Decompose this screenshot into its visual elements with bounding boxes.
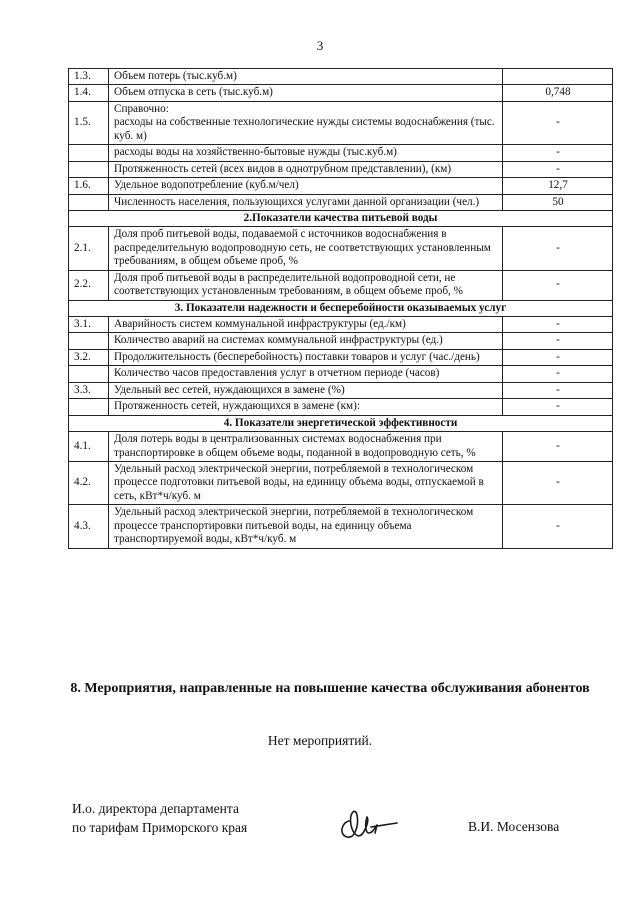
- signer-title: [72, 800, 247, 837]
- table-row: [69, 366, 613, 382]
- row-value: 12,7: [503, 178, 613, 194]
- row-value: -: [503, 461, 613, 504]
- row-value: -: [503, 382, 613, 398]
- table-row: [69, 178, 613, 194]
- row-value: -: [503, 349, 613, 365]
- row-number: 3.3.: [69, 382, 109, 398]
- row-description: Продолжительность (бесперебойность) поставки товаров и услуг (час./день): [109, 349, 503, 365]
- row-description: Доля проб питьевой воды в распределительной водопроводной сети, не соответствующих установленным требованиям, в общем объеме проб, %: [109, 270, 503, 300]
- row-number: 3.2.: [69, 349, 109, 365]
- signer-title-line-1: И.о. директора департамента: [72, 801, 239, 816]
- row-description: Удельный расход электрической энергии, потребляемой в технологическом процессе транспортировки питьевой воды, на единицу объема транспортируемой воды, кВт*ч/куб. м: [109, 505, 503, 548]
- table-row: [69, 227, 613, 270]
- row-number: 4.1.: [69, 432, 109, 462]
- table-row: [69, 270, 613, 300]
- row-number: 4.2.: [69, 461, 109, 504]
- table-row: [69, 349, 613, 365]
- row-value: -: [503, 399, 613, 415]
- row-value: -: [503, 432, 613, 462]
- table-row: [69, 333, 613, 349]
- table-row: [69, 145, 613, 161]
- row-value: -: [503, 333, 613, 349]
- row-number: [69, 161, 109, 177]
- row-number: 1.4.: [69, 85, 109, 101]
- indicators-table: [68, 68, 613, 549]
- table-row: [69, 461, 613, 504]
- row-description: Удельное водопотребление (куб.м/чел): [109, 178, 503, 194]
- row-number: [69, 399, 109, 415]
- row-description: Доля проб питьевой воды, подаваемой с источников водоснабжения в распределительную водопроводную сеть, не соответствующих установленным требованиям, в общем объеме проб, %: [109, 227, 503, 270]
- row-number: 1.3.: [69, 69, 109, 85]
- row-value: 50: [503, 194, 613, 210]
- row-value: -: [503, 366, 613, 382]
- table-row: [69, 399, 613, 415]
- row-description: расходы воды на хозяйственно-бытовые нужды (тыс.куб.м): [109, 145, 503, 161]
- no-measures-text: Нет мероприятий.: [267, 733, 373, 748]
- row-number: [69, 194, 109, 210]
- table-row: [69, 85, 613, 101]
- handwritten-signature: [335, 803, 405, 845]
- table-row: [69, 101, 613, 144]
- table-section-header: [69, 210, 613, 226]
- table-section-header: [69, 415, 613, 431]
- signer-title-line-2: по тарифам Приморского края: [72, 819, 248, 835]
- row-description: Доля потерь воды в централизованных системах водоснабжения при транспортировке в общем объеме воды, поданной в водопроводную сеть, %: [109, 432, 503, 462]
- row-number: 1.6.: [69, 178, 109, 194]
- row-description: Объем потерь (тыс.куб.м): [109, 69, 503, 85]
- page-number: 3: [316, 38, 324, 53]
- row-description: Справочно: расходы на собственные технологические нужды системы водоснабжения (тыс. куб. м): [109, 101, 503, 144]
- row-value: 0,748: [503, 85, 613, 101]
- table-row: [69, 382, 613, 398]
- row-value: -: [503, 145, 613, 161]
- row-description: Количество аварий на системах коммунальной инфраструктуры (ед.): [109, 333, 503, 349]
- row-value: -: [503, 101, 613, 144]
- table-row: [69, 161, 613, 177]
- row-number: 2.1.: [69, 227, 109, 270]
- row-value: -: [503, 227, 613, 270]
- section-8-heading: 8. Мероприятия, направленные на повышение качества обслуживания абонентов: [70, 681, 590, 696]
- section-title: 4. Показатели энергетической эффективности: [69, 415, 613, 431]
- table-row: [69, 317, 613, 333]
- row-description: Протяженность сетей (всех видов в однотрубном представлении), (км): [109, 161, 503, 177]
- row-number: 2.2.: [69, 270, 109, 300]
- row-number: 4.3.: [69, 505, 109, 548]
- row-value: -: [503, 270, 613, 300]
- signer-name: В.И. Мосензова: [468, 819, 560, 834]
- row-number: [69, 145, 109, 161]
- row-number: 3.1.: [69, 317, 109, 333]
- table-row: [69, 505, 613, 548]
- section-title: 3. Показатели надежности и бесперебойности оказываемых услуг: [69, 300, 613, 316]
- row-value: -: [503, 317, 613, 333]
- table-row: [69, 432, 613, 462]
- row-number: [69, 333, 109, 349]
- row-description: Численность населения, пользующихся услугами данной организации (чел.): [109, 194, 503, 210]
- row-description: Количество часов предоставления услуг в отчетном периоде (часов): [109, 366, 503, 382]
- row-value: -: [503, 505, 613, 548]
- indicators-table-body: [69, 69, 613, 549]
- table-section-header: [69, 300, 613, 316]
- table-row: [69, 194, 613, 210]
- row-description: Удельный вес сетей, нуждающихся в замене (%): [109, 382, 503, 398]
- row-value: -: [503, 161, 613, 177]
- row-description: Объем отпуска в сеть (тыс.куб.м): [109, 85, 503, 101]
- section-title: 2.Показатели качества питьевой воды: [69, 210, 613, 226]
- row-description: Протяженность сетей, нуждающихся в замене (км):: [109, 399, 503, 415]
- row-description: Удельный расход электрической энергии, потребляемой в технологическом процессе подготовки питьевой воды, на единицу объема воды, отпускаемой в сеть, кВт*ч/куб. м: [109, 461, 503, 504]
- row-description: Аварийность систем коммунальной инфраструктуры (ед./км): [109, 317, 503, 333]
- row-number: [69, 366, 109, 382]
- row-number: 1.5.: [69, 101, 109, 144]
- row-value: [503, 69, 613, 85]
- table-row: [69, 69, 613, 85]
